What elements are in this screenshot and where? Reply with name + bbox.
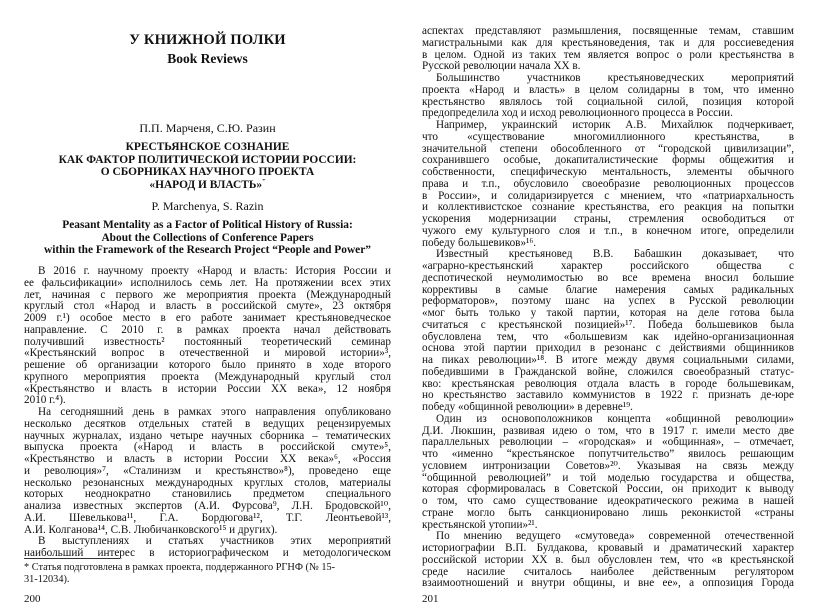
article-title-ru xyxy=(24,141,391,191)
text-line: значительной степени обособленного от “городской цивилизации”, xyxy=(422,143,794,155)
page-number-left: 200 xyxy=(24,593,41,605)
left-page xyxy=(24,0,391,609)
text-line: предопределила ход и исход революционного процесса в России. xyxy=(422,108,733,120)
text-line: сохранившего особые, докапиталистические формы общежития и xyxy=(422,155,794,167)
text-line: круглый стол «Народ и власть в российской смуте», 23 октября xyxy=(24,301,391,313)
text-line: «аграрно-крестьянский характер российского общества с xyxy=(422,261,794,272)
text-line: российской истории XX в. был обусловлен тем, что «в крестьянской xyxy=(422,554,794,566)
text-line: лет, начиная с первого же мероприятия проекта (Международный xyxy=(24,289,391,301)
text-line: реформаторов», поэтому шанс на успех в Русской революции xyxy=(422,296,794,308)
text-line: получивший известность² постоянный теоретический семинар xyxy=(24,336,391,348)
text-line: ускорения модернизации страны, стремления освободиться от xyxy=(422,214,794,225)
text-line: “общинной революцией” и той моделью государства и общества, xyxy=(422,472,794,484)
text-line: В 2016 г. научному проекту «Народ и власть: История России и xyxy=(38,266,391,277)
text-line: решение об организации которого было принято в ходе второго xyxy=(24,360,391,371)
text-line: которых неоднократно становились предметом специального xyxy=(24,489,391,501)
text-line: параллельных революции – «городская» и «общинная», – отмечает, xyxy=(422,437,794,449)
authors-en: P. Marchenya, S. Razin xyxy=(151,199,264,213)
text-line: крупного мероприятия проекта (Международный круглый стол xyxy=(24,371,391,383)
text-line: Один из основоположников концепта «общинной революции» xyxy=(436,413,794,425)
text-line: По мнению ведущего «смутоведа» современной отечественной xyxy=(436,531,794,543)
text-line: в России», и солидаризируется с мнением, что «патриархальность xyxy=(422,190,794,202)
text-line: историографии В.П. Булдакова, кровавый и драматический характер xyxy=(422,543,794,554)
text-line: анализа известных экспертов (А.И. Фурсова⁹, Л.Н. Бродовской¹⁰, xyxy=(24,501,391,512)
text-line: обусловлена тем, что «большевизм как идейно-организационная xyxy=(422,331,794,343)
text-line: А.И. Шевелькова¹¹, Г.А. Бордюгова¹², Т.Г. Леонтьевой¹³, xyxy=(24,512,391,524)
text-line: аспектах представляют размышления, посвященные темам, ставшим xyxy=(422,26,794,37)
title-en-line: About the Collections of Conference Papers xyxy=(101,231,314,244)
title-ru-line: КРЕСТЬЯНСКОЕ СОЗНАНИЕ xyxy=(125,141,290,153)
text-line: Д.И. Люкшин, развивая идею о том, что в 1917 г. имели место две xyxy=(422,425,794,437)
text-line: права и т.п., обусловило своеобразие революционных процессов xyxy=(422,178,794,190)
text-line: что «именно “крестьянское попутчительство” явилось решающим xyxy=(422,449,794,460)
section-title: У КНИЖНОЙ ПОЛКИ xyxy=(129,32,286,48)
text-line: но крестьянство заставило коммунистов в 1922 г. признать де-юре xyxy=(422,390,794,402)
footnote-divider xyxy=(24,558,120,559)
footnote-mark: * xyxy=(262,178,266,185)
footnote-line: 31-12034). xyxy=(24,573,70,585)
text-line: направление. С 2010 г. в рамках проекта начал действовать xyxy=(24,324,391,336)
title-ru-line xyxy=(24,179,391,192)
text-line: проекта «Народ и власть» в целом солидарны в том, что именно xyxy=(422,84,794,96)
text-line: чужого ему культурного слоя и т.п., в конечном итоге, определили xyxy=(422,225,794,237)
text-line: несколько резонансных международных круглых столов, материалы xyxy=(24,477,391,489)
text-line: «Крестьянство и власть в истории России XX века», 12 ноября xyxy=(24,383,391,395)
text-line: В выступлениях и статьях участников этих мероприятий xyxy=(38,536,391,548)
text-line: которая сформировалась в Советской России, он приходит к выводу xyxy=(422,484,794,496)
text-line: несколько десятков отдельных статей в ведущих рецензируемых xyxy=(24,418,391,430)
text-line: победу большевиков»¹⁶. xyxy=(422,237,537,249)
text-line: А.И. Колганова¹⁴, С.В. Любичанковского¹⁵ и других). xyxy=(24,524,278,536)
text-line: «Крестьянство и власть в истории России XX века»⁶, «Россия xyxy=(24,454,391,465)
section-subtitle: Book Reviews xyxy=(167,51,248,66)
text-line: «Крестьянский вопрос в отечественной и мировой истории»³, xyxy=(24,348,391,360)
text-line: кво: крестьянская революция отдала власть в городе большевикам, xyxy=(422,378,794,390)
text-line: крестьянской утопии»²¹. xyxy=(422,519,538,531)
text-line: и коллективистское сознание крестьянства, его реакция на попытки xyxy=(422,202,794,214)
footnote xyxy=(24,562,391,585)
text-line: взаимоотношений и внутри общины, и вне ее», а оппозиция Города xyxy=(422,578,794,590)
title-en-line: within the Framework of the Research Project “People and Power” xyxy=(44,244,371,257)
text-line: о том, что само существование идеократического режима в нашей xyxy=(422,496,794,507)
text-line: выпуска проекта («Народ и власть в российской смуте»⁵, xyxy=(24,442,391,454)
title-en-line: Peasant Mentality as a Factor of Political History of Russia: xyxy=(62,219,353,231)
footnote-line: * Статья подготовлена в рамках проекта, поддержанного РГНФ (№ 15- xyxy=(24,562,336,573)
text-line: наибольший интерес в историографическом и методологическом xyxy=(24,548,391,559)
text-line: Русской революции начала XX в. xyxy=(422,61,581,73)
text-line: среде насилие считалось наиболее действенным регулятором xyxy=(422,566,794,578)
text-line: Например, украинский историк А.В. Михайлюк подчеркивает, xyxy=(436,120,794,131)
text-line: на пиках революции»¹⁸. В итоге между двумя социальными силами, xyxy=(422,355,794,366)
text-line: «мог быть только у такой партии, которая на деле готова была xyxy=(422,308,794,319)
text-line: основа этой партии приходил в резонанс с действиями общинников xyxy=(422,343,794,355)
text-line: Большинство участников крестьяноведческих мероприятий xyxy=(436,73,794,84)
text-line: научных журналах, издано четыре научных сборника – тематических xyxy=(24,430,391,442)
text-line: победу «общинной революции» в деревне¹⁹. xyxy=(422,402,633,413)
text-line: Известный крестьяновед В.В. Бабашкин доказывает, что xyxy=(436,249,794,261)
text-line: считаться с крестьянской позицией»¹⁷. Победа большевиков была xyxy=(422,319,794,331)
text-line: условием интронизации Советов»²⁰. Указывая на связь между xyxy=(422,460,794,472)
text-line: деспотической неумолимостью во все времена вносил большие xyxy=(422,272,794,284)
text-line: магистральными как для крестьяноведения, так и для россиеведения xyxy=(422,37,794,49)
text-line: 2010 г.⁴). xyxy=(24,395,66,407)
title-ru-last: «НАРОД И ВЛАСТЬ» xyxy=(149,178,263,191)
text-line: собственности, специфическую ментальность, элементы обычного xyxy=(422,167,794,178)
text-line: победившими в Гражданской войне, сложился своеобразный статус- xyxy=(422,366,794,378)
title-ru-line: КАК ФАКТОР ПОЛИТИЧЕСКОЙ ИСТОРИИ РОССИИ: xyxy=(58,153,357,166)
left-body-text xyxy=(24,266,391,560)
title-ru-line: О СБОРНИКАХ НАУЧНОГО ПРОЕКТА xyxy=(100,166,315,179)
text-line: стране могло быть санкционировано лишь реконкистой «страны xyxy=(422,507,794,519)
right-body-text xyxy=(422,26,794,590)
text-line: На сегодняшний день в рамках этого направления опубликовано xyxy=(38,407,391,418)
authors-ru: П.П. Марченя, С.Ю. Разин xyxy=(139,121,276,135)
text-line: коррективы в самые благие намерения самых радикальных xyxy=(422,284,794,296)
right-page xyxy=(422,0,794,609)
text-line: ее фальсификации» исполнилось семь лет. На протяжении всех этих xyxy=(24,277,391,289)
article-title-en xyxy=(24,219,391,257)
text-line: в целом. Одной из таких тем является вопрос о роли крестьянства в xyxy=(422,49,794,61)
text-line: и революция»⁷, «Сталинизм и крестьянство»⁸), проведено еще xyxy=(24,465,391,477)
text-line: крестьянство являлось той социальной силой, позиция которой xyxy=(422,96,794,108)
text-line: 2009 г.¹) особое место в его работе занимает крестьяноведческое xyxy=(24,313,391,324)
page-number-right: 201 xyxy=(422,593,439,605)
text-line: что «существование многомиллионного крестьянства, в xyxy=(422,131,794,143)
